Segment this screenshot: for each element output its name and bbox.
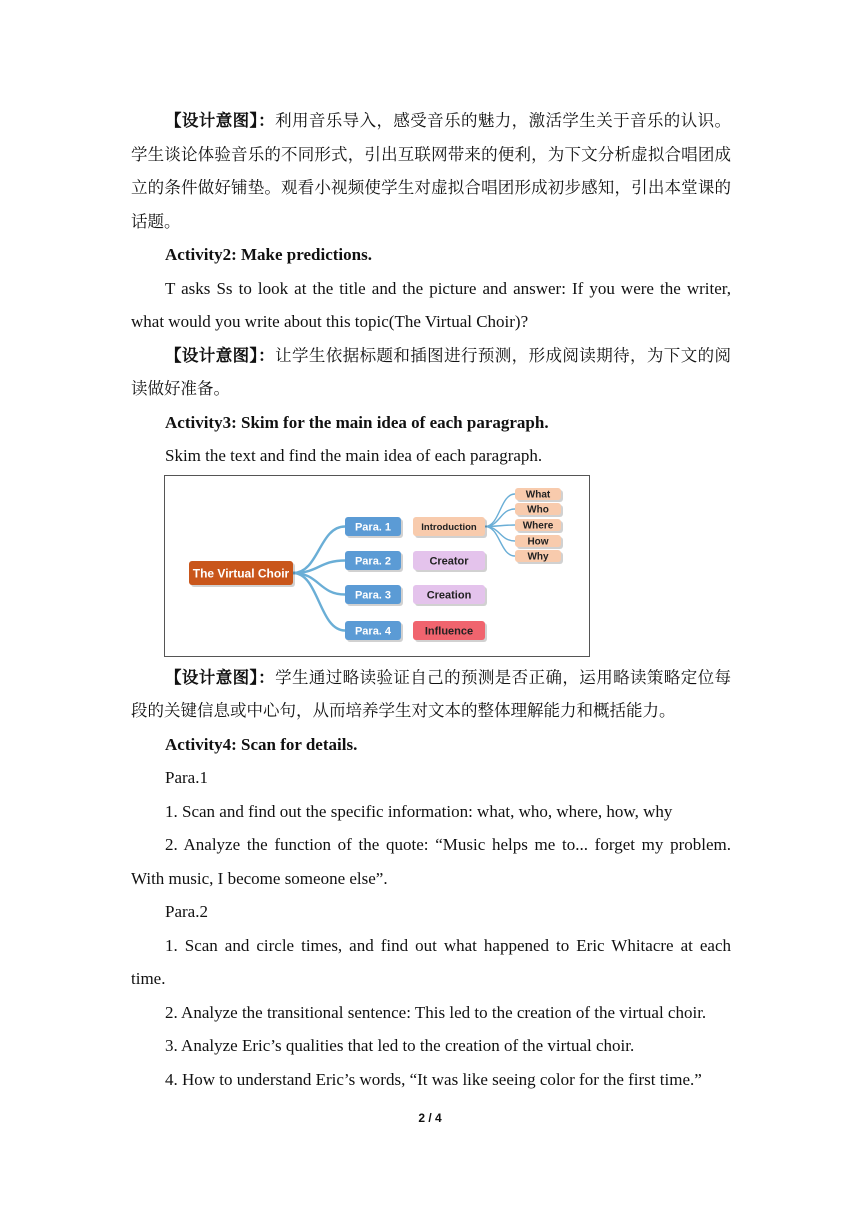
- mind-map-para-3: [345, 585, 403, 606]
- mind-map-para-1-label: Para. 1: [354, 520, 392, 533]
- mind-map-detail-who-label: Who: [527, 504, 549, 516]
- para2-item-4: 4. How to understand Eric’s words, “It was like seeing color for the first time.”: [165, 1069, 702, 1089]
- mind-map-root: [189, 561, 295, 587]
- para1-label: Para.1: [165, 768, 208, 787]
- para1-item-1: 1. Scan and find out the specific information: what, who, where, how, why: [165, 801, 673, 821]
- document-body: [131, 104, 731, 1096]
- mind-map-para-3-label: Para. 3: [354, 588, 392, 601]
- mind-map-detail-what: [515, 488, 563, 502]
- mind-map-topic-influence: [413, 621, 487, 642]
- mind-map-detail-where: [515, 519, 563, 533]
- mind-map-detail-how: [515, 535, 563, 549]
- mind-map-para-4-label: Para. 4: [354, 624, 392, 637]
- design-intent-text: 利用音乐导入，感受音乐的魅力，激活学生关于音乐的认识。学生谈论体验音乐的不同形式，引出互联网带来的便利，为下文分析虚拟合唱团成立的条件做好铺垫。观看小视频使学生对虚拟合唱团形成初步感知，引出本堂课的话题。: [131, 111, 732, 231]
- mind-map-para-1: [345, 517, 403, 538]
- activity2-text: T asks Ss to look at the title and the picture and answer: If you were the writer, what would you write about this topic(The Virtual Choir)?: [131, 278, 731, 331]
- design-intent-text: 让学生依据标题和插图进行预测，形成阅读期待，为下文的阅读做好准备。: [131, 345, 732, 398]
- connector-line: [293, 573, 345, 631]
- activity3-heading: Activity3: Skim for the main idea of each paragraph.: [165, 412, 549, 432]
- para1-item-2: 2. Analyze the function of the quote: “Music helps me to... forget my problem. With music, I become someone else”.: [131, 835, 731, 888]
- mind-map-topic-creation: [413, 585, 487, 606]
- mind-map-detail-why: [515, 550, 563, 564]
- design-intent-2: [131, 339, 731, 406]
- mind-map-topic-introduction-label: Introduction: [421, 521, 477, 533]
- mind-map-detail-what-label: What: [525, 489, 551, 501]
- para2-item-2: 2. Analyze the transitional sentence: This led to the creation of the virtual choir.: [165, 1002, 707, 1022]
- design-intent-label: 【设计意图】：: [165, 345, 276, 365]
- para2-item-1: 1. Scan and circle times, and find out what happened to Eric Whitacre at each time.: [131, 935, 731, 988]
- connector-line: [485, 526, 515, 541]
- design-intent-1: [131, 104, 731, 238]
- connector-line: [485, 526, 515, 556]
- mind-map-figure: [164, 475, 590, 657]
- mind-map-para-2: [345, 551, 403, 572]
- mind-map-topic-creator-label: Creator: [429, 554, 469, 567]
- para2-item-3: 3. Analyze Eric’s qualities that led to the creation of the virtual choir.: [165, 1036, 635, 1055]
- mind-map-detail-where-label: Where: [522, 520, 554, 532]
- activity2-heading: Activity2: Make predictions.: [165, 245, 372, 264]
- mind-map-detail-who: [515, 503, 563, 517]
- mind-map-topic-introduction: [413, 517, 487, 538]
- design-intent-label: 【设计意图】：: [165, 667, 276, 687]
- mind-map-detail-why-label: Why: [527, 551, 549, 563]
- mind-map-detail-how-label: How: [527, 536, 549, 548]
- activity4-heading: Activity4: Scan for details.: [165, 734, 358, 754]
- mind-map-root-label: The Virtual Choir: [192, 565, 290, 580]
- page-number: 2 / 4: [418, 1111, 442, 1125]
- mind-map-svg: [165, 476, 589, 656]
- activity3-text: Skim the text and find the main idea of each paragraph.: [165, 446, 543, 465]
- design-intent-label: 【设计意图】：: [165, 111, 276, 130]
- mind-map-para-2-label: Para. 2: [354, 554, 392, 567]
- mind-map-topic-creation-label: Creation: [426, 588, 472, 601]
- mind-map-para-4: [345, 621, 403, 642]
- mind-map-topic-influence-label: Influence: [424, 624, 474, 637]
- para2-label: Para.2: [165, 902, 208, 921]
- mind-map-topic-creator: [413, 551, 487, 572]
- design-intent-text: 学生通过略读验证自己的预测是否正确，运用略读策略定位每段的关键信息或中心句，从而培养学生对文本的整体理解能力和概括能力。: [131, 667, 732, 720]
- design-intent-3: [131, 661, 731, 728]
